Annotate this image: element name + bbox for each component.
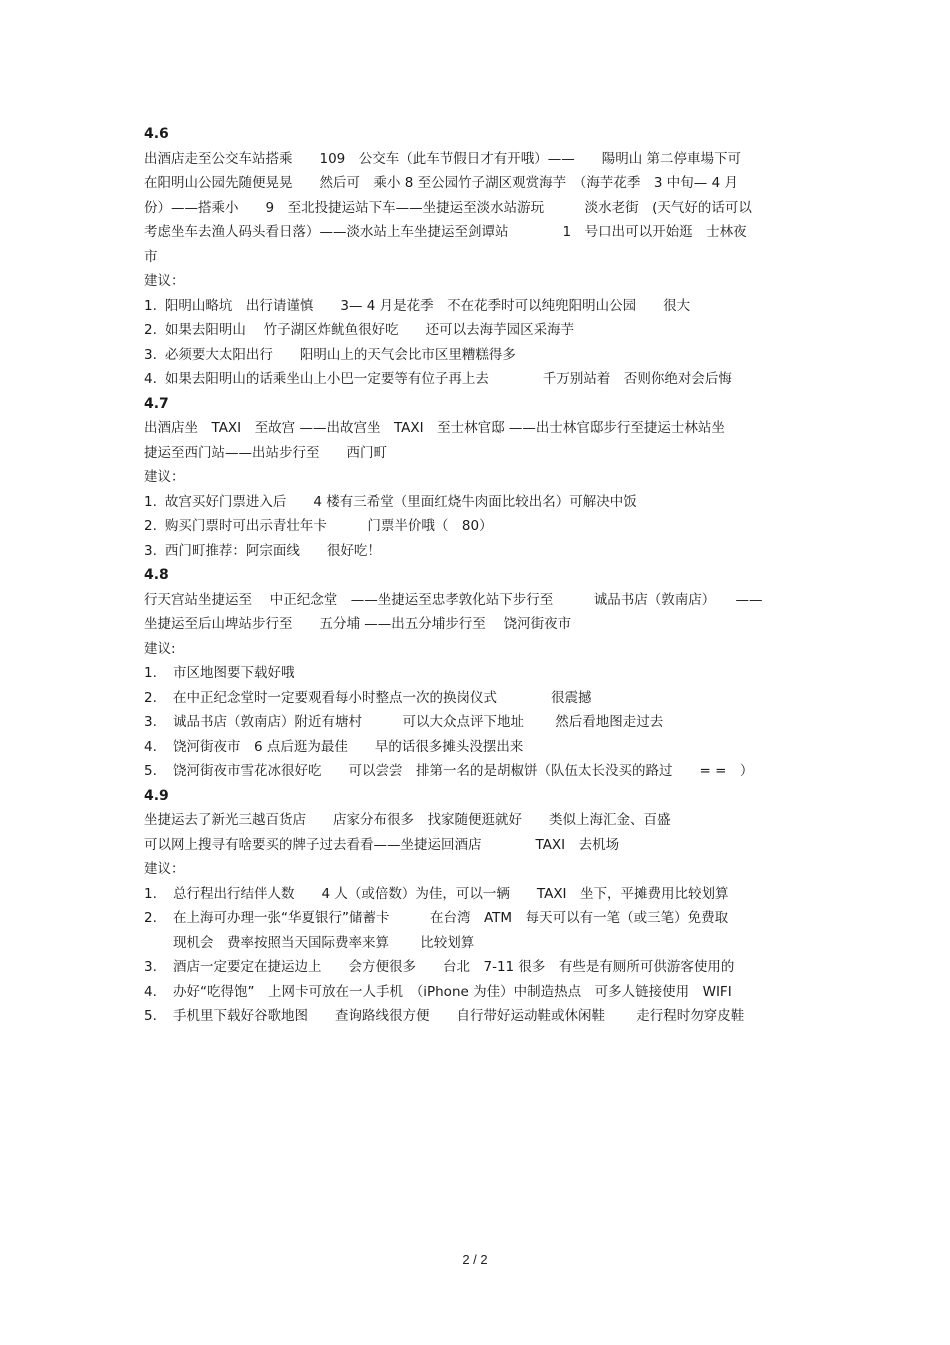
advice-label: 建议：: [144, 469, 185, 485]
advice-text: 现机会 费率按照当天国际费率来算 比较划算: [173, 934, 475, 951]
advice-item: [144, 367, 814, 392]
advice-item: [144, 735, 814, 760]
advice-item: [144, 318, 814, 343]
route-line: 可以网上搜寻有啥要买的牌子过去看看——坐捷运回酒店 TAXI 去机场: [144, 836, 620, 853]
route-line: 考虑坐车去渔人码头看日落）——淡水站上车坐捷运至剑谭站 1 号口出可以开始逛 士林夜: [144, 224, 747, 240]
advice-text: 在中正纪念堂时一定要观看每小时整点一次的换岗仪式 很震撼: [173, 689, 592, 706]
advice-number: 2.: [144, 518, 157, 534]
day-heading: 4.7: [144, 395, 169, 412]
route-line: 市: [144, 248, 158, 265]
day-section: [144, 784, 814, 1029]
route-line: 份）——搭乘小 9 至北投捷运站下车——坐捷运至淡水站游玩 淡水老街 (天气好的话可以: [144, 199, 752, 216]
advice-item: [144, 710, 814, 735]
advice-item: [144, 294, 814, 319]
day-heading: 4.9: [144, 787, 169, 804]
advice-number: 1.: [144, 297, 157, 314]
advice-label: 建议：: [144, 273, 185, 289]
day-section: [144, 122, 814, 392]
advice-text: 饶河街夜市 6 点后逛为最佳 早的话很多摊头没摆出来: [173, 738, 524, 755]
advice-number: 1.: [144, 885, 157, 902]
page-number: 2 / 2: [462, 1252, 488, 1267]
itinerary-content: [144, 122, 814, 1029]
advice-number: 2.: [144, 322, 157, 338]
advice-item: [144, 343, 814, 368]
advice-number: 4.: [144, 983, 157, 1000]
advice-item: [144, 980, 814, 1005]
advice-item: [144, 661, 814, 686]
advice-number: 3.: [144, 542, 157, 559]
advice-text: 手机里下载好谷歌地图 查询路线很方便 自行带好运动鞋或休闲鞋 走行程时勿穿皮鞋: [173, 1008, 745, 1024]
advice-text: 市区地图要下载好哦: [173, 665, 295, 681]
advice-text: 办好“吃得饱” 上网卡可放在一人手机 （iPhone 为佳）中制造热点 可多人链接使用 WIFI: [173, 983, 732, 1000]
day-heading: 4.8: [144, 567, 169, 583]
route-line: 出酒店坐 TAXI 至故宫 ——出故宫坐 TAXI 至士林官邸 ——出士林官邸步行至捷运士林站坐: [144, 420, 725, 436]
route-line: 坐捷运至后山埤站步行至 五分埔 ——出五分埔步行至 饶河街夜市: [144, 616, 572, 632]
route-line: 在阳明山公园先随便晃晃 然后可 乘小 8 至公园竹子湖区观赏海芋 （海芋花季 3 中旬— 4 月: [144, 175, 738, 191]
advice-number: 3.: [144, 346, 157, 363]
advice-text: 总行程出行结伴人数 4 人（或倍数）为佳，可以一辆 TAXI 坐下，平摊费用比较划算: [173, 885, 729, 902]
advice-text: 购买门票时可出示青壮年卡 门票半价哦（ 80）: [164, 518, 493, 534]
day-section: [144, 392, 814, 564]
advice-text: 如果去阳明山 竹子湖区炸鱿鱼很好吃 还可以去海芋园区采海芋: [164, 322, 575, 338]
advice-text: 饶河街夜市雪花冰很好吃 可以尝尝 排第一名的是胡椒饼（队伍太长没买的路过 = = ）: [173, 763, 754, 779]
route-line: 行天宫站坐捷运至 中正纪念堂 ——坐捷运至忠孝敦化站下步行至 诚品书店（敦南店） ——: [144, 591, 763, 608]
advice-number: 5.: [144, 1008, 157, 1024]
advice-text: 阳明山略坑 出行请谨慎 3— 4 月是花季 不在花季时可以纯兜阳明山公园 很大: [164, 297, 691, 314]
advice-label: 建议:: [144, 640, 176, 657]
advice-number: 2.: [144, 910, 157, 926]
advice-item-continuation: [144, 931, 814, 956]
advice-number: 2.: [144, 689, 157, 706]
advice-number: 4.: [144, 738, 157, 755]
advice-item: [144, 490, 814, 515]
advice-item: [144, 906, 814, 931]
advice-number: 3.: [144, 714, 157, 730]
day-heading: 4.6: [144, 126, 169, 142]
advice-item: [144, 955, 814, 980]
advice-number: 1.: [144, 493, 157, 510]
advice-number: 4.: [144, 371, 157, 387]
advice-item: [144, 759, 814, 784]
advice-item: [144, 1004, 814, 1029]
advice-text: 故宫买好门票进入后 4 楼有三希堂（里面红烧牛肉面比较出名）可解决中饭: [164, 493, 637, 510]
advice-text: 如果去阳明山的话乘坐山上小巴一定要等有位子再上去 千万别站着 否则你绝对会后悔: [164, 371, 732, 387]
advice-item: [144, 882, 814, 907]
route-line: 出酒店走至公交车站搭乘 109 公交车（此车节假日才有开哦）—— 陽明山 第二停車場下可: [144, 150, 742, 167]
route-line: 坐捷运去了新光三越百货店 店家分布很多 找家随便逛就好 类似上海汇金、百盛: [144, 812, 671, 828]
advice-label: 建议：: [144, 861, 185, 877]
advice-number: 5.: [144, 763, 157, 779]
advice-item: [144, 686, 814, 711]
advice-item: [144, 539, 814, 564]
advice-number: 3.: [144, 959, 157, 975]
day-section: [144, 563, 814, 784]
advice-text: 在上海可办理一张“华夏银行”储蓄卡 在台湾 ATM 每天可以有一笔（或三笔）免费取: [173, 910, 729, 926]
advice-text: 必须要大太阳出行 阳明山上的天气会比市区里糟糕得多: [164, 346, 516, 363]
advice-number: 1.: [144, 665, 157, 681]
advice-text: 西门町推荐：阿宗面线 很好吃！: [164, 542, 381, 559]
advice-text: 诚品书店（敦南店）附近有塘村 可以大众点评下地址 然后看地图走过去: [173, 714, 664, 730]
route-line: 捷运至西门站——出站步行至 西门町: [144, 444, 387, 461]
advice-text: 酒店一定要定在捷运边上 会方便很多 台北 7-11 很多 有些是有厕所可供游客使用的: [173, 959, 735, 975]
advice-item: [144, 514, 814, 539]
